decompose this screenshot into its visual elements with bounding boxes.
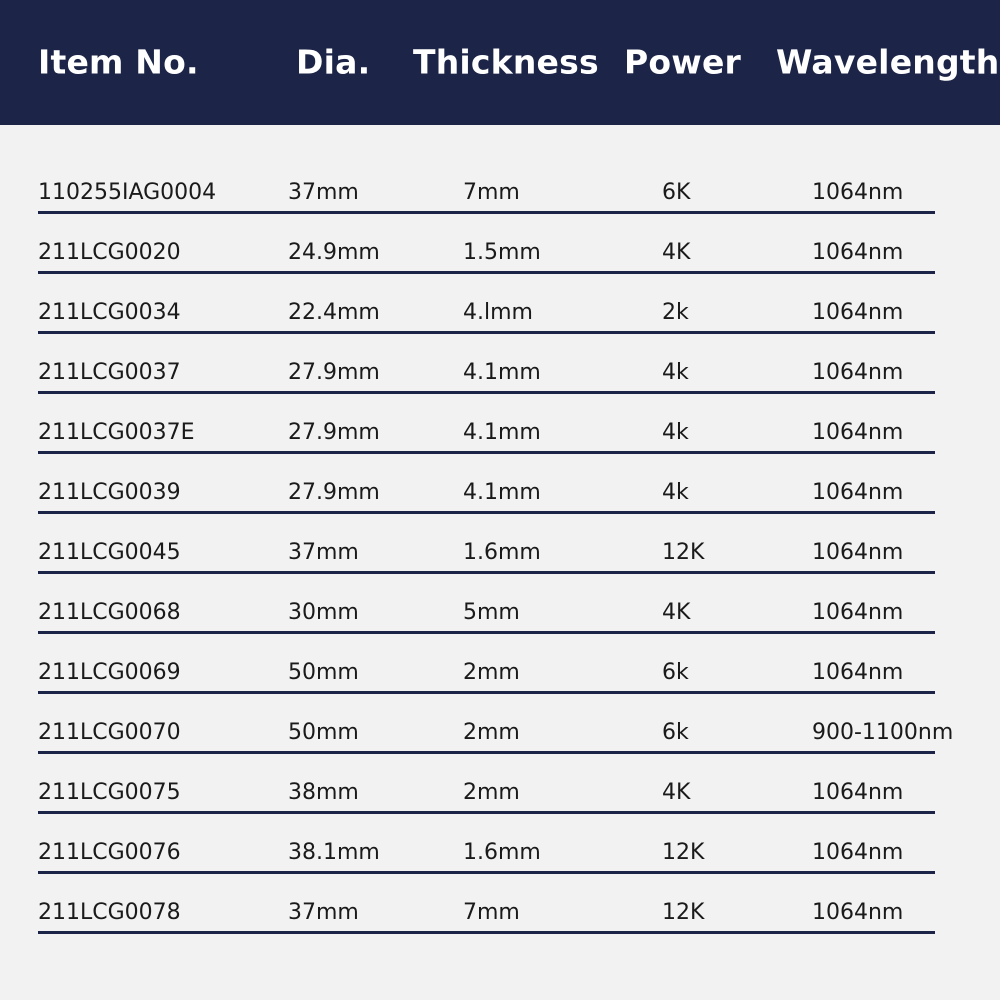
table-row <box>0 214 1000 274</box>
cell-item: 211LCG0069 <box>38 660 181 685</box>
cell-wavelength: 1064nm <box>812 180 904 205</box>
header-item-no: Item No. <box>38 42 199 82</box>
table-row <box>0 754 1000 814</box>
cell-thickness: 4.1mm <box>463 480 541 505</box>
cell-wavelength: 1064nm <box>812 480 904 505</box>
cell-power: 4K <box>662 240 691 265</box>
table-row <box>0 574 1000 634</box>
cell-dia: 50mm <box>288 660 359 685</box>
cell-thickness: 2mm <box>463 660 520 685</box>
table-row <box>0 154 1000 214</box>
cell-item: 211LCG0045 <box>38 540 181 565</box>
cell-wavelength: 1064nm <box>812 660 904 685</box>
cell-item: 211LCG0078 <box>38 900 181 925</box>
table-row <box>0 394 1000 454</box>
cell-dia: 37mm <box>288 180 359 205</box>
cell-thickness: 7mm <box>463 900 520 925</box>
cell-dia: 22.4mm <box>288 300 380 325</box>
table-row <box>0 454 1000 514</box>
cell-thickness: 7mm <box>463 180 520 205</box>
table-row <box>0 874 1000 934</box>
cell-wavelength: 1064nm <box>812 300 904 325</box>
table-row <box>0 814 1000 874</box>
header-wavelength: Wavelength <box>776 42 1000 82</box>
cell-thickness: 2mm <box>463 780 520 805</box>
cell-dia: 37mm <box>288 900 359 925</box>
cell-dia: 24.9mm <box>288 240 380 265</box>
cell-item: 211LCG0075 <box>38 780 181 805</box>
cell-thickness: 4.1mm <box>463 360 541 385</box>
cell-thickness: 5mm <box>463 600 520 625</box>
cell-item: 110255IAG0004 <box>38 180 217 205</box>
cell-wavelength: 1064nm <box>812 840 904 865</box>
cell-dia: 27.9mm <box>288 480 380 505</box>
cell-power: 12K <box>662 540 705 565</box>
cell-power: 4K <box>662 600 691 625</box>
cell-wavelength: 1064nm <box>812 900 904 925</box>
cell-wavelength: 1064nm <box>812 420 904 445</box>
cell-item: 211LCG0039 <box>38 480 181 505</box>
cell-item: 211LCG0020 <box>38 240 181 265</box>
cell-power: 4k <box>662 360 689 385</box>
cell-item: 211LCG0037 <box>38 360 181 385</box>
header-dia: Dia. <box>296 42 371 82</box>
header-power: Power <box>624 42 741 82</box>
cell-thickness: 4.lmm <box>463 300 533 325</box>
cell-item: 211LCG0076 <box>38 840 181 865</box>
cell-power: 12K <box>662 840 705 865</box>
cell-dia: 27.9mm <box>288 420 380 445</box>
cell-power: 4K <box>662 780 691 805</box>
cell-thickness: 1.6mm <box>463 840 541 865</box>
cell-power: 4k <box>662 420 689 445</box>
table-row <box>0 274 1000 334</box>
cell-wavelength: 1064nm <box>812 540 904 565</box>
cell-wavelength: 900-1100nm <box>812 720 954 745</box>
table-row <box>0 514 1000 574</box>
cell-item: 211LCG0037E <box>38 420 195 445</box>
cell-wavelength: 1064nm <box>812 240 904 265</box>
cell-wavelength: 1064nm <box>812 360 904 385</box>
table-row <box>0 694 1000 754</box>
cell-dia: 38mm <box>288 780 359 805</box>
table-row <box>0 634 1000 694</box>
cell-dia: 27.9mm <box>288 360 380 385</box>
cell-thickness: 1.5mm <box>463 240 541 265</box>
cell-power: 4k <box>662 480 689 505</box>
table-row <box>0 334 1000 394</box>
row-divider <box>38 931 935 934</box>
cell-dia: 38.1mm <box>288 840 380 865</box>
cell-power: 6K <box>662 180 691 205</box>
cell-wavelength: 1064nm <box>812 780 904 805</box>
cell-wavelength: 1064nm <box>812 600 904 625</box>
cell-power: 2k <box>662 300 689 325</box>
cell-power: 6k <box>662 660 689 685</box>
cell-dia: 37mm <box>288 540 359 565</box>
cell-dia: 50mm <box>288 720 359 745</box>
cell-thickness: 4.1mm <box>463 420 541 445</box>
cell-item: 211LCG0070 <box>38 720 181 745</box>
cell-power: 12K <box>662 900 705 925</box>
cell-item: 211LCG0068 <box>38 600 181 625</box>
header-thickness: Thickness <box>413 42 599 82</box>
cell-item: 211LCG0034 <box>38 300 181 325</box>
cell-power: 6k <box>662 720 689 745</box>
cell-dia: 30mm <box>288 600 359 625</box>
cell-thickness: 2mm <box>463 720 520 745</box>
cell-thickness: 1.6mm <box>463 540 541 565</box>
